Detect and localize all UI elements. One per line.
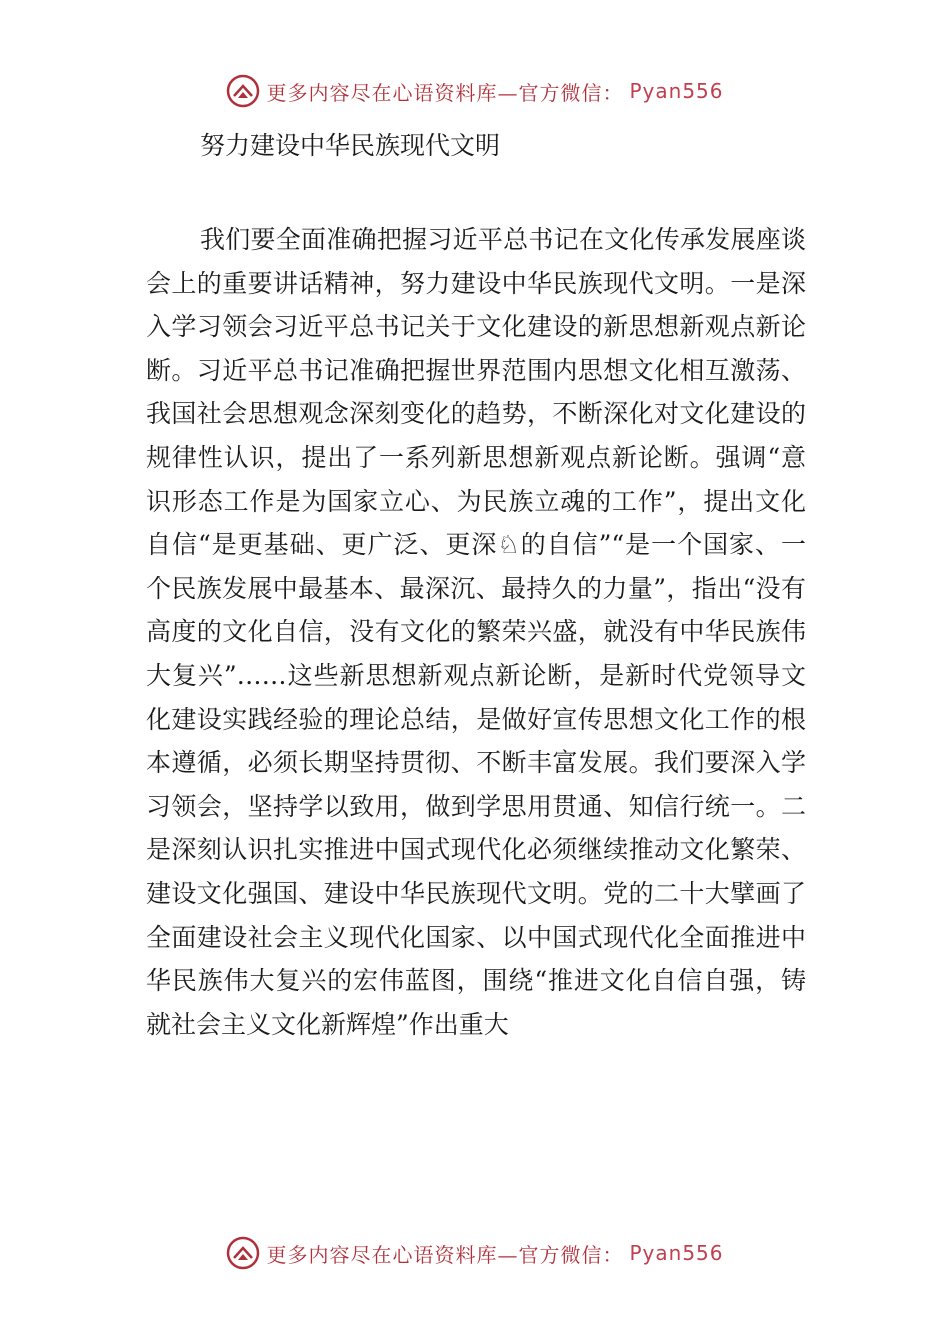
watermark-text: 更多内容尽在心语资料库—官方微信： <box>266 80 624 105</box>
watermark-text: 更多内容尽在心语资料库—官方微信： <box>266 1242 624 1267</box>
document-title: 努力建设中华民族现代文明 <box>200 131 501 160</box>
header-watermark <box>0 74 950 108</box>
document-paragraph: 我们要全面准确把握习近平总书记在文化传承发展座谈会上的重要讲话精神，努力建设中华民族现代文明。一是深入学习领会习近平总书记关于文化建设的新思想新观点新论断。习近平总书记准确把握世界范围内思想文化相互激荡、我国社会思想观念深刻变化的趋势，不断深化对文化建设的规律性认识，提出了一系列新思想新观点新论断。强调“意识形态工作是为国家立心、为民族立魂的工作”，提出文化自信“是更基础、更广泛、更深♘的自信”“是一个国家、一个民族发展中最基本、最深沉、最持久的力量”，指出“没有高度的文化自信，没有文化的繁荣兴盛，就没有中华民族伟大复兴”……这些新思想新观点新论断，是新时代党领导文化建设实践经验的理论总结，是做好宣传思想文化工作的根本遵循，必须长期坚持贯彻、不断丰富发展。我们要深入学习领会，坚持学以致用，做到学思用贯通、知信行统一。二是深刻认识扎实推进中国式现代化必须继续推动文化繁荣、建设文化强国、建设中华民族现代文明。党的二十大擘画了全面建设社会主义现代化国家、以中国式现代化全面推进中华民族伟大复兴的宏伟蓝图，围绕“推进文化自信自强，铸就社会主义文化新辉煌”作出重大 <box>146 225 806 1039</box>
book-logo-icon <box>226 1236 260 1270</box>
watermark-handle: Pyan556 <box>629 79 724 103</box>
book-logo-icon <box>226 74 260 108</box>
watermark-handle: Pyan556 <box>629 1241 724 1265</box>
footer-watermark <box>0 1236 950 1270</box>
